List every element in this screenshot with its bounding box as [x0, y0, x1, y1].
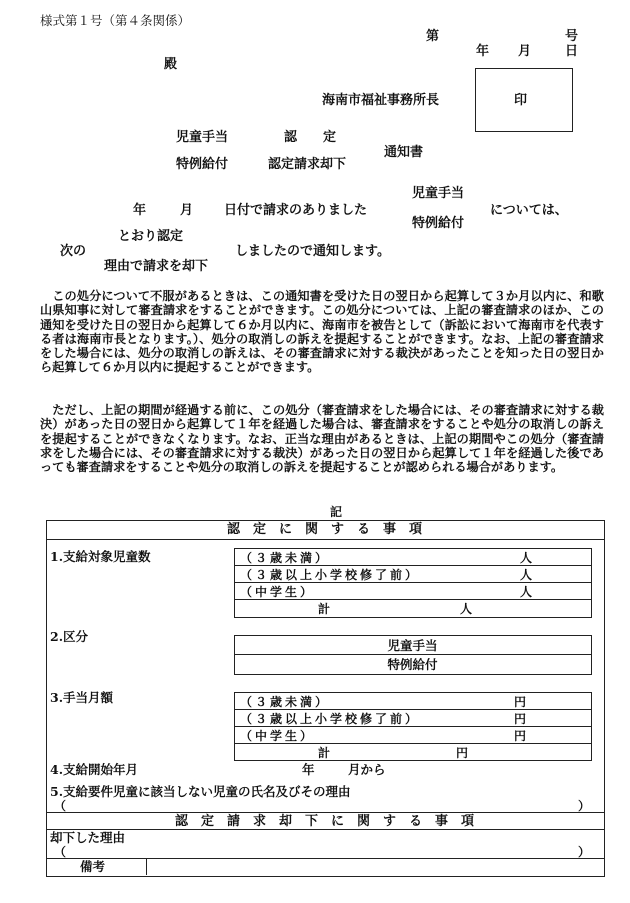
notice-paragraph-1: この処分について不服があるときは、この通知書を受けた日の翌日から起算して３か月以内に、和歌山県知事に対して審査請求をすることができます。この処分については、上記の審査請求のほか、この通知を受けた日の翌日から起算して６か月以内に、海南市を被告として（訴訟において海南市を代表する者は海南市長となります。）、処分の取消しの訴えを提起することができます。なお、上記の審査請求をした場合には、処分の取消しの訴えは、その審査請求に対する裁決があったことを知った日の翌日から起算して６か月以内に提起することができます。	[40, 289, 604, 375]
item4-label: 4.支給開始年月	[50, 762, 139, 777]
item3-row2-unit: 円	[514, 712, 527, 726]
item1-row2-label: （３歳以上小学校修了前）	[240, 568, 421, 582]
intro-tokurei: 特例給付	[412, 216, 465, 231]
date-year: 年	[476, 44, 490, 59]
divider	[46, 812, 604, 813]
intro-month: 月	[180, 203, 194, 218]
item1-row3-label: （中学生）	[240, 585, 316, 599]
title-tsuchisho: 通知書	[384, 145, 424, 160]
date-day: 日	[565, 44, 579, 59]
divider	[234, 743, 591, 744]
item1-row1-unit: 人	[520, 551, 533, 565]
item3-total-label: 計	[318, 746, 331, 760]
intro-jido-teate: 児童手当	[412, 186, 465, 201]
item3-total-unit: 円	[456, 746, 469, 760]
title-tokurei: 特例給付	[176, 157, 229, 172]
divider	[234, 582, 591, 583]
divider	[46, 539, 604, 540]
intro-toori-nintei: とおり認定	[118, 229, 184, 244]
notice-paragraph-2: ただし、上記の期間が経過する前に、この処分（審査請求をした場合には、その審査請求に対する裁決）があった日の翌日から起算して１年を経過した場合は、審査請求をすることや処分の取消しの訴えを提起することができなくなります。なお、正当な理由があるときは、上記の期間やこの処分（審査請求をした場合には、その審査請求に対する裁決）があった日の翌日から起算して１年を経過した後であっても審査請求をすることや処分の取消しの訴えを提起することが認められる場合があります。	[40, 403, 604, 475]
item2-label: 2.区分	[50, 629, 89, 644]
number-dai: 第	[426, 29, 440, 44]
item1-row2-unit: 人	[520, 568, 533, 582]
item1-row1-label: （３歳未満）	[240, 551, 331, 565]
divider	[234, 709, 591, 710]
item3-label: 3.手当月額	[50, 690, 114, 705]
item1-label: 1.支給対象児童数	[50, 549, 151, 564]
intro-nitsuite: については、	[490, 203, 568, 218]
ki-label: 記	[330, 505, 343, 519]
kyakka-paren-close: ）	[578, 845, 591, 859]
divider	[234, 599, 591, 600]
item3-row2-label: （３歳以上小学校修了前）	[240, 712, 421, 726]
number-go: 号	[565, 29, 579, 44]
item2-tokurei: 特例給付	[387, 657, 438, 672]
kyakka-paren-open: （	[54, 845, 67, 859]
divider	[234, 726, 591, 727]
divider	[234, 565, 591, 566]
intro-date-phrase: 日付で請求のありました	[224, 203, 368, 218]
intro-tsuchi: しましたので通知します。	[235, 244, 390, 259]
title-kyakka: 認定請求却下	[268, 157, 347, 172]
item5-paren-open: （	[54, 799, 67, 813]
divider	[46, 858, 604, 859]
header-nintei: 認 定 に 関 す る 事 項	[226, 522, 422, 537]
divider	[46, 829, 604, 830]
intro-riyu-kyakka: 理由で請求を却下	[104, 259, 209, 274]
item3-row1-label: （３歳未満）	[240, 695, 331, 709]
intro-tsugi: 次の	[60, 244, 87, 259]
title-nintei: 認 定	[284, 130, 337, 145]
item5-label: 5.支給要件児童に該当しない児童の氏名及びその理由	[50, 784, 351, 799]
kyakka-riyu-label: 却下した理由	[50, 830, 126, 845]
item3-row1-unit: 円	[514, 695, 527, 709]
item1-row3-unit: 人	[520, 585, 533, 599]
item1-total-label: 計	[318, 602, 331, 616]
title-jido-teate: 児童手当	[176, 130, 229, 145]
item4-month-from: 月から	[348, 762, 386, 777]
date-month: 月	[518, 44, 532, 59]
item5-paren-close: ）	[578, 799, 591, 813]
item3-row3-unit: 円	[514, 729, 527, 743]
seal-mark: 印	[514, 93, 528, 108]
issuer-name: 海南市福祉事務所長	[322, 93, 440, 108]
item4-year: 年	[302, 762, 315, 777]
item3-row3-label: （中学生）	[240, 729, 316, 743]
divider	[146, 858, 147, 875]
header-kyakka: 認 定 請 求 却 下 に 関 す る 事 項	[174, 814, 474, 829]
item1-total-unit: 人	[460, 602, 473, 616]
addressee-dono: 殿	[164, 57, 178, 72]
divider	[234, 654, 591, 655]
biko-label: 備考	[80, 859, 106, 874]
form-number: 様式第１号（第４条関係）	[40, 13, 191, 28]
item2-jido-teate: 児童手当	[387, 638, 438, 653]
intro-year: 年	[133, 203, 147, 218]
